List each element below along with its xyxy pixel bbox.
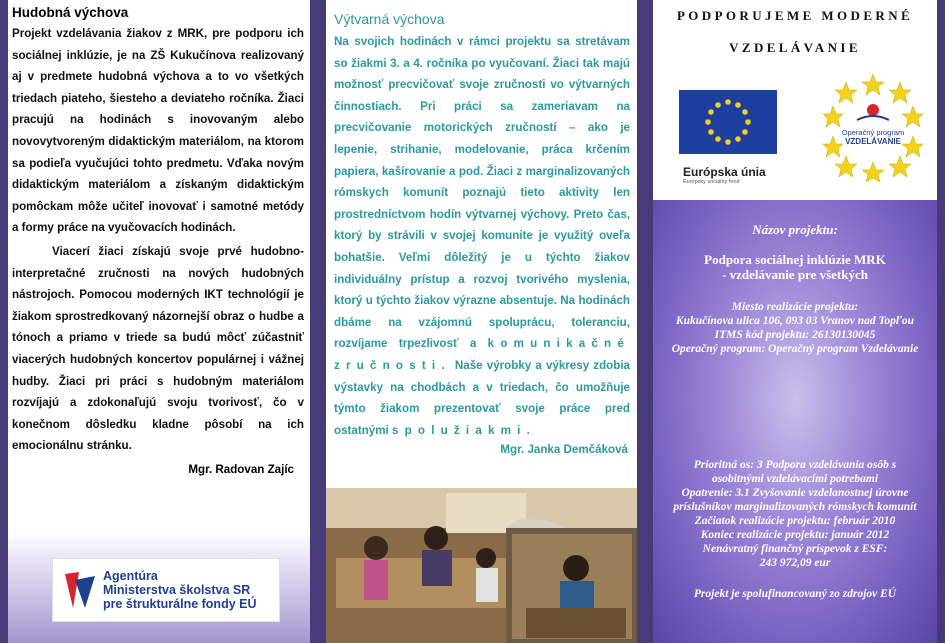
support-line-2: VZDELÁVANIE [729, 40, 861, 55]
music-paragraph-2-wrap [12, 241, 304, 457]
agency-line-1: Agentúra [103, 569, 158, 583]
project-info-block [653, 200, 937, 643]
op-logo [823, 72, 923, 182]
measure: Opatrenie: 3.1 Zvyšovanie vzdelanostnej úrovne príslušníkov marginalizovaných rómskych komunít [673, 487, 917, 513]
eu-sub: Európsky sociálny fond [683, 179, 740, 185]
grant-label: Nenávratný finančný príspevok z ESF: [702, 543, 888, 555]
cofinance-note: Projekt je spolufinancovaný zo zdrojov EÚ [693, 588, 897, 600]
support-line-1: PODPORUJEME MODERNÉ [676, 8, 914, 23]
op-stars-icon [823, 72, 923, 182]
agency-logo [52, 558, 280, 622]
itms-code: ITMS kód projektu: 26130130045 [714, 329, 876, 341]
place-label: Miesto realizácie projektu: [731, 301, 859, 313]
art-text-spaced-2: spolužiakmi [392, 423, 527, 437]
music-paragraph-2: Viacerí žiaci získajú svoje prvé hudobno-interpretačné zručnosti na nových hudobných nástrojoch. Pomocou moderných IKT technológií je žiakom sprostredkovaný názornejší obraz o hudbe a tónoch a priamo v triede sa budú môcť zúčastniť viacerých hudobných koncertov populárnej i vážnej hudby. Žiaci pri práci s hudobným materiálom rozvíjajú a zdokonaľujú svoju tvorivosť, čo v konečnom dôsledku kladne pôsobí na ich emocionálnu stránku. [12, 244, 304, 453]
left-border [0, 0, 8, 643]
panel-music [0, 0, 318, 643]
eu-flag-icon [679, 90, 777, 154]
project-name-2: - vzdelávanie pre všetkých [722, 267, 868, 282]
panel-art [318, 0, 645, 643]
classroom-photo [326, 488, 637, 643]
music-title: Hudobná výchova [12, 5, 129, 20]
op-label-1: Operačný program [841, 128, 905, 137]
left-border [645, 0, 653, 643]
agency-line-3: pre štrukturálne fondy EÚ [103, 597, 257, 611]
left-border [318, 0, 326, 643]
op-label-2: VZDELÁVANIE [845, 137, 901, 146]
end-date: Koniec realizácie projektu: január 2012 [700, 529, 890, 541]
right-border [310, 0, 318, 643]
project-name-1: Podpora sociálnej inklúzie MRK [704, 252, 886, 267]
art-text [334, 31, 630, 441]
place: Kukučínova ulica 106, 093 03 Vranov nad Topľou [675, 315, 915, 327]
art-text-main: Na svojich hodinách v rámci projektu sa stretávam so žiakmi 3. a 4. ročníka po vyučovaní. Žiaci tak majú možnosť precvičovať svoje zručnosti vo výtvarných činnostiach. Pri práci sa zameriavam na precvičovanie motorických zručností – ako je lepenie, strihanie, modelovanie, práca krčením papiera, kašírovanie a pod. Žiaci z marginalizovaných rómskych komunít poznajú tieto aktivity len prostredníctvom hodín výtvarnej výchovy. Preto čas, ktorý by strávili v svojej komunite je využitý oveľa bohatšie. Veľmi dôležitý je u týchto žiakov individuálny prístup a rozvoj tvorivého myslenia, ktorý u týchto žiakov výrazne absentuje. Na hodinách dbáme na vzájomnú spoluprácu, toleranciu, rozvíjame trpezlivosť a [334, 35, 630, 351]
eu-logo [679, 90, 777, 188]
agency-emblem-icon [63, 570, 97, 610]
operational-program: Operačný program: Operačný program Vzdelávanie [671, 343, 919, 355]
grant-amount: 243 972,09 eur [759, 557, 831, 569]
art-text-spaced-1: komunikačné zručnosti. [334, 337, 630, 372]
start-date: Začiatok realizácie projektu: február 2010 [694, 515, 896, 527]
art-title: Výtvarná výchova [334, 11, 445, 27]
project-label: Názov projektu: [752, 222, 838, 237]
music-paragraph-1: Projekt vzdelávania žiakov z MRK, pre podporu ich sociálnej inklúzie, je na ZŠ Kukučínova realizovaný aj v predmete hudobná výchova a to vo všetkých triedach piateho, šiesteho a deviateho ročníka. Žiaci pracujú na hodinách s inovovaným alebo novovytvoreným didaktickým materiálom, na ktorom sa podieľa vyučujúci tohto predmetu. Vďaka novým didaktickým materiálom a získaným didaktickým pomôckam môže učiteľ inovovať i samotné metódy a formy práce na vyučovacích hodinách. [12, 27, 304, 235]
classroom-photo-illustration [326, 488, 637, 643]
panel-project [645, 0, 945, 643]
art-text-cont: Naše výrobky a výkresy zdobia výstavky na chodbách a v triedach, čo umožňuje týmto žiakom prezentovať svoje práce pred ostatnými [334, 358, 630, 437]
right-border [937, 0, 945, 643]
art-text-end: . [526, 423, 530, 437]
priority-axis: Prioritná os: 3 Podpora vzdelávania osôb s osobitnými vzdelávacími potrebami [693, 459, 897, 485]
agency-line-2: Ministerstva školstva SR [103, 583, 251, 597]
music-signature: Mgr. Radovan Zajíc [188, 462, 294, 476]
lavender-footer [8, 533, 310, 643]
right-border [637, 0, 645, 643]
eu-label: Európska únia [683, 165, 766, 179]
art-signature: Mgr. Janka Demčáková [500, 443, 628, 457]
